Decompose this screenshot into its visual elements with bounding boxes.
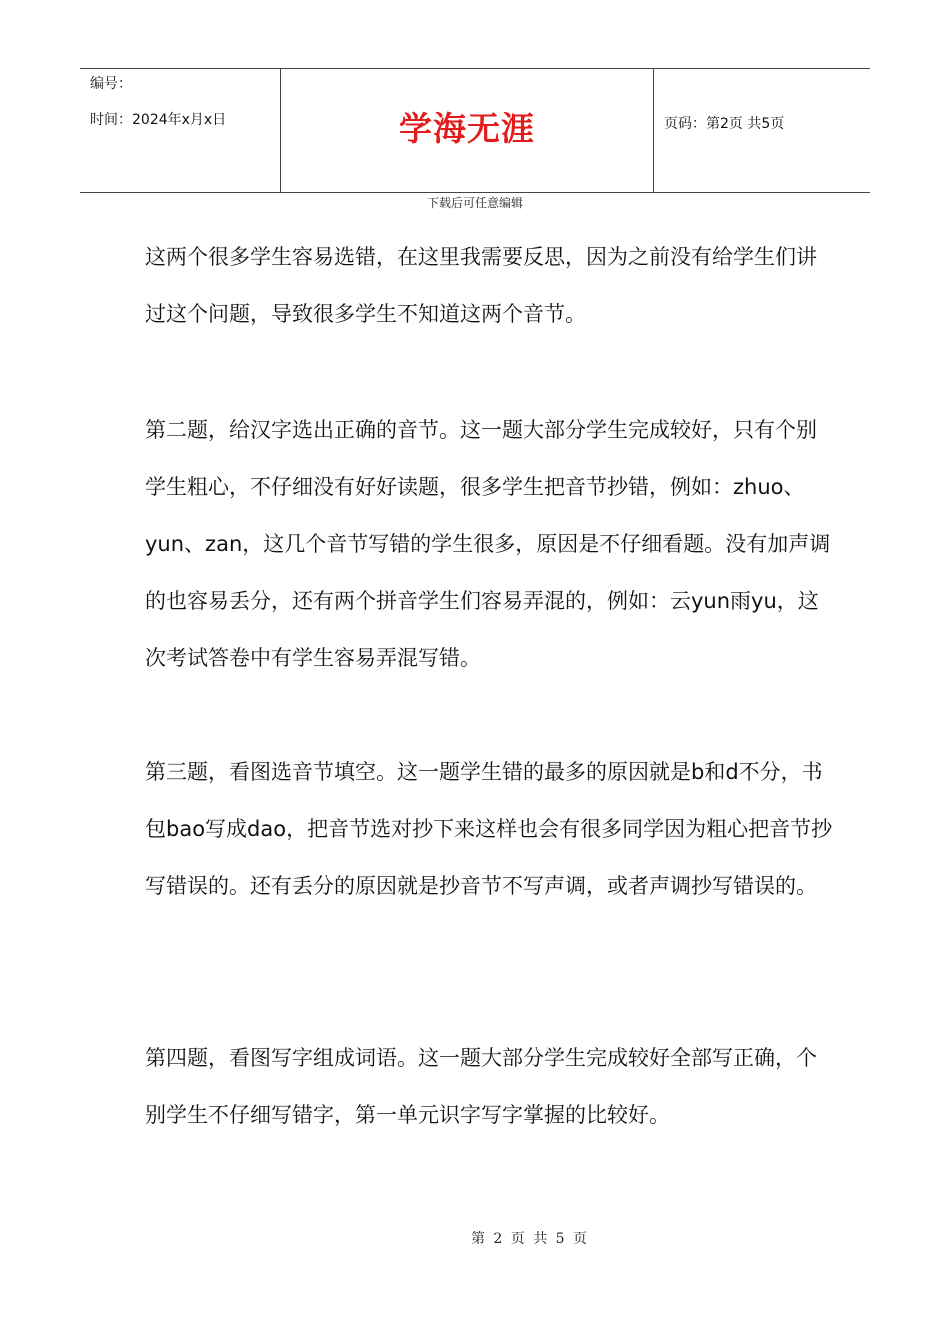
page-info-label: 页码：第2页 共5页 bbox=[664, 116, 785, 132]
editable-note: 下载后可任意编辑 bbox=[426, 196, 523, 210]
brand-title: 学海无涯 bbox=[399, 109, 535, 148]
serial-number-label: 编号： bbox=[90, 76, 132, 92]
paragraph-4: 第四题，看图写字组成词语。这一题大部分学生完成较好全部写正确，个别学生不仔细写错字，第一单元识字写字掌握的比较好。 bbox=[145, 1046, 817, 1127]
header-left-cell bbox=[80, 69, 281, 192]
paragraph-3: 第三题，看图选音节填空。这一题学生错的最多的原因就是b和d不分，书包bao写成dao，把音节选对抄下来这样也会有很多同学因为粗心把音节抄写错误的。还有丢分的原因就是抄音节不写声调，或者声调抄写错误的。 bbox=[145, 760, 833, 898]
date-label: 时间：2024年x月x日 bbox=[90, 112, 227, 128]
document-header bbox=[80, 68, 870, 193]
header-right-cell bbox=[654, 69, 870, 192]
paragraph-1: 这两个很多学生容易选错，在这里我需要反思，因为之前没有给学生们讲过这个问题，导致很多学生不知道这两个音节。 bbox=[145, 245, 817, 326]
header-middle-cell bbox=[281, 69, 654, 192]
page-footer: 第 2 页 共 5 页 bbox=[470, 1231, 590, 1247]
paragraph-2: 第二题，给汉字选出正确的音节。这一题大部分学生完成较好，只有个别学生粗心，不仔细没有好好读题，很多学生把音节抄错，例如：zhuo、yun、zan，这几个音节写错的学生很多，原因是不仔细看题。没有加声调的也容易丢分，还有两个拼音学生们容易弄混的，例如：云yun雨yu，这次考试答卷中有学生容易弄混写错。 bbox=[145, 418, 831, 670]
